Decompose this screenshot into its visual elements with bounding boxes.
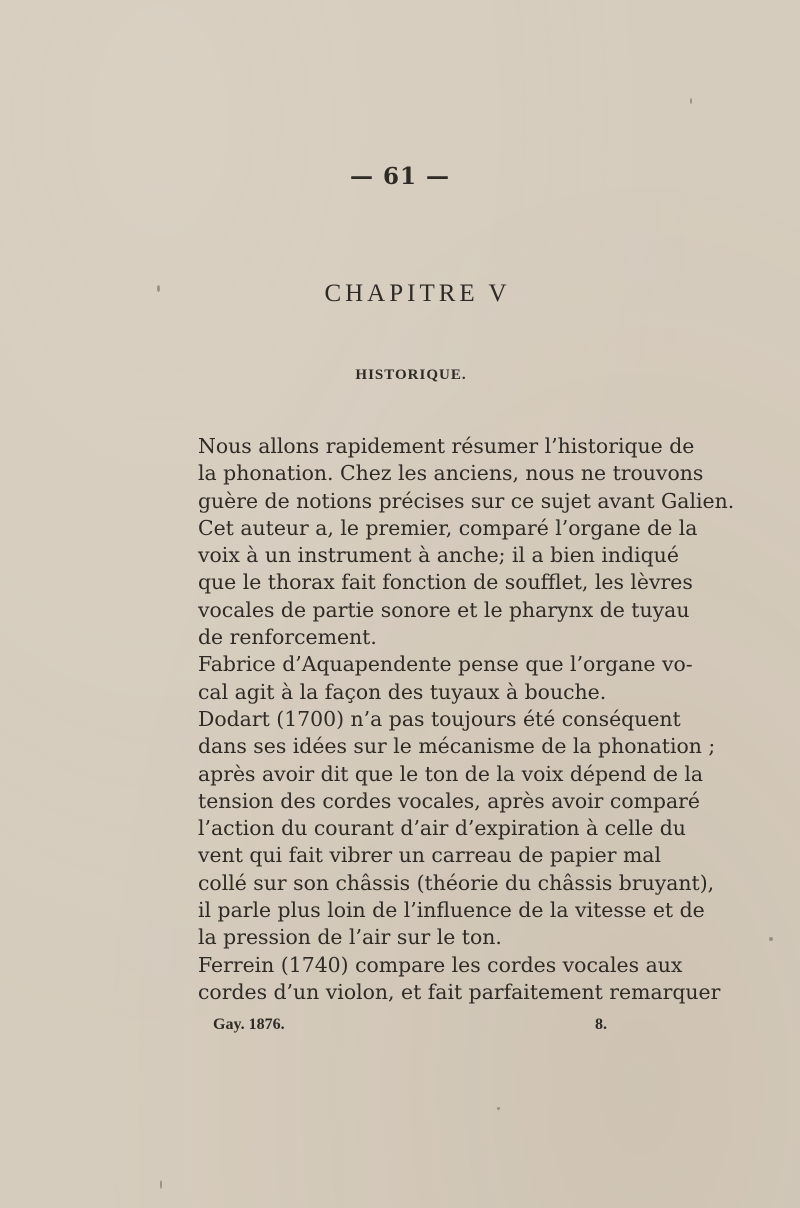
page-number: — 61 —	[349, 163, 451, 190]
text-line: guère de notions précises sur ce sujet avant Galien.	[198, 488, 735, 513]
text-line: collé sur son châssis (théorie du châssis bruyant),	[198, 870, 715, 895]
text-line: Fabrice d’Aquapendente pense que l’organe vo-	[198, 652, 693, 677]
text-line: l’action du courant d’air d’expiration à celle du	[198, 816, 686, 841]
paper-speck	[157, 285, 160, 292]
text-line: Nous allons rapidement résumer l’historique de	[198, 434, 695, 458]
paragraph-2	[170, 651, 693, 706]
text-line: après avoir dit que le ton de la voix dépend de la	[198, 761, 704, 786]
chapter-title: CHAPITRE V	[324, 280, 511, 307]
footer-signature: Gay. 1876.	[213, 1016, 285, 1033]
paragraph-1	[170, 433, 735, 651]
text-line: Cet auteur a, le premier, comparé l’organe de la	[198, 515, 698, 540]
text-line: tension des cordes vocales, après avoir comparé	[198, 788, 700, 813]
text-line: cal agit à la façon des tuyaux à bouche.	[198, 679, 607, 704]
text-line: cordes d’un violon, et fait parfaitement remarquer	[198, 979, 721, 1004]
text-line: la phonation. Chez les anciens, nous ne trouvons	[198, 461, 704, 486]
paper-speck	[497, 1107, 500, 1110]
text-line: dans ses idées sur le mécanisme de la phonation ;	[198, 734, 716, 759]
body-text	[170, 433, 735, 1006]
text-line: Ferrein (1740) compare les cordes vocales aux	[198, 952, 683, 977]
text-line: vocales de partie sonore et le pharynx de tuyau	[198, 597, 690, 622]
footer-sheet-number: 8.	[595, 1016, 607, 1033]
text-line: vent qui fait vibrer un carreau de papier mal	[198, 843, 661, 868]
text-line: voix à un instrument à anche; il a bien indiqué	[198, 543, 679, 568]
text-line: la pression de l’air sur le ton.	[198, 925, 502, 950]
paper-speck	[690, 98, 692, 104]
text-line: il parle plus loin de l’influence de la vitesse et de	[198, 898, 705, 923]
text-line: Dodart (1700) n’a pas toujours été conséquent	[198, 706, 681, 731]
paragraph-3	[170, 706, 716, 952]
section-title: HISTORIQUE.	[355, 367, 467, 383]
paper-speck	[769, 937, 773, 941]
page-footer	[0, 1016, 800, 1040]
paragraph-4	[170, 952, 721, 1007]
paper-speck	[160, 1180, 162, 1189]
text-line: de renforcement.	[198, 625, 377, 650]
text-line: que le thorax fait fonction de soufflet, les lèvres	[198, 570, 693, 595]
